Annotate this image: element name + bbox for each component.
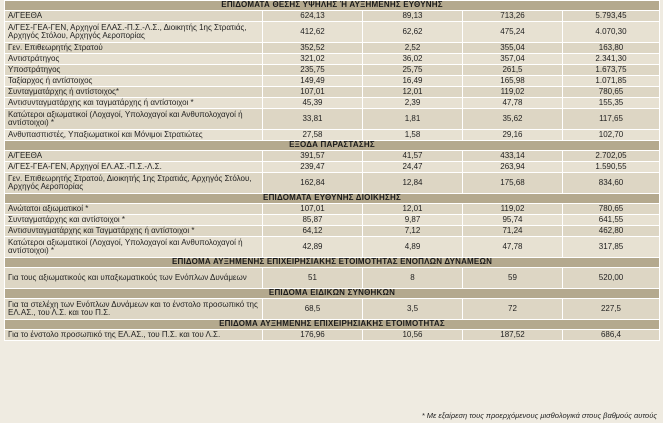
value-cell: 1.590,55 (563, 162, 660, 173)
table-row (5, 130, 660, 141)
row-label: Α/ΓΕΕΘΑ (5, 151, 263, 162)
value-cell: 41,57 (363, 151, 463, 162)
value-cell: 25,75 (363, 65, 463, 76)
section-header-row (5, 1, 660, 11)
section-header-row (5, 194, 660, 204)
section-header-row (5, 289, 660, 299)
value-cell: 33,81 (263, 109, 363, 130)
allowances-table-body (5, 1, 660, 341)
value-cell: 321,02 (263, 54, 363, 65)
value-cell: 10,56 (363, 330, 463, 341)
value-cell: 1.071,85 (563, 76, 660, 87)
value-cell: 1,81 (363, 109, 463, 130)
value-cell: 7,12 (363, 226, 463, 237)
section-title: ΕΠΙΔΟΜΑΤΑ ΘΕΣΗΣ ΥΨΗΛΗΣ Ή ΑΥΞΗΜΕΝΗΣ ΕΥΘΥΝΗΣ (5, 1, 660, 11)
value-cell: 834,60 (563, 173, 660, 194)
value-cell: 89,13 (363, 11, 463, 22)
section-title: ΕΞΟΔΑ ΠΑΡΑΣΤΑΣΗΣ (5, 141, 660, 151)
row-label: Για τους αξιωματικούς και υπαξιωματικούς των Ενόπλων Δυνάμεων (5, 268, 263, 289)
row-label: Συνταγματάρχης και αντίστοιχοι * (5, 215, 263, 226)
value-cell: 263,94 (463, 162, 563, 173)
value-cell: 119,02 (463, 87, 563, 98)
table-row (5, 11, 660, 22)
section-title: ΕΠΙΔΟΜΑΤΑ ΕΥΘΥΝΗΣ ΔΙΟΙΚΗΣΗΣ (5, 194, 660, 204)
row-label: Α/ΓΕΕΘΑ (5, 11, 263, 22)
table-row (5, 43, 660, 54)
table-row (5, 226, 660, 237)
value-cell: 317,85 (563, 237, 660, 258)
value-cell: 51 (263, 268, 363, 289)
footnote: * Με εξαίρεση τους προερχόμενους μισθολογικά στους βαθμούς αυτούς (421, 411, 657, 420)
value-cell: 2,52 (363, 43, 463, 54)
value-cell: 95,74 (463, 215, 563, 226)
value-cell: 352,52 (263, 43, 363, 54)
value-cell: 102,70 (563, 130, 660, 141)
value-cell: 62,62 (363, 22, 463, 43)
section-title: ΕΠΙΔΟΜΑ ΑΥΞΗΜΕΝΗΣ ΕΠΙΧΕΙΡΗΣΙΑΚΗΣ ΕΤΟΙΜΟΤΗΤΑΣ ΕΝΟΠΛΩΝ ΔΥΝΑΜΕΩΝ (5, 258, 660, 268)
value-cell: 261,5 (463, 65, 563, 76)
value-cell: 3,5 (363, 299, 463, 320)
section-title: ΕΠΙΔΟΜΑ ΕΙΔΙΚΩΝ ΣΥΝΘΗΚΩΝ (5, 289, 660, 299)
value-cell: 165,98 (463, 76, 563, 87)
row-label: Για το ένστολο προσωπικό της ΕΛ.ΑΣ., του Π.Σ. και του Λ.Σ. (5, 330, 263, 341)
value-cell: 155,35 (563, 98, 660, 109)
value-cell: 29,16 (463, 130, 563, 141)
table-row (5, 65, 660, 76)
value-cell: 2.702,05 (563, 151, 660, 162)
value-cell: 4.070,30 (563, 22, 660, 43)
table-row (5, 299, 660, 320)
table-row (5, 151, 660, 162)
value-cell: 176,96 (263, 330, 363, 341)
value-cell: 12,84 (363, 173, 463, 194)
value-cell: 235,75 (263, 65, 363, 76)
value-cell: 475,24 (463, 22, 563, 43)
row-label: Κατώτεροι αξιωματικοί (Λοχαγοί, Υπολοχαγοί και Ανθυπολοχαγοί ή αντίστοιχοι) * (5, 109, 263, 130)
value-cell: 4,89 (363, 237, 463, 258)
value-cell: 71,24 (463, 226, 563, 237)
value-cell: 357,04 (463, 54, 563, 65)
row-label: Αντισυνταγματάρχης και ταγματάρχης ή αντίστοιχοι * (5, 98, 263, 109)
value-cell: 5.793,45 (563, 11, 660, 22)
value-cell: 119,02 (463, 204, 563, 215)
value-cell: 72 (463, 299, 563, 320)
value-cell: 624,13 (263, 11, 363, 22)
value-cell: 1,58 (363, 130, 463, 141)
value-cell: 85,87 (263, 215, 363, 226)
value-cell: 227,5 (563, 299, 660, 320)
row-label: Αντισυνταγματάρχης και Ταγματάρχης ή αντίστοιχοι * (5, 226, 263, 237)
value-cell: 520,00 (563, 268, 660, 289)
row-label: Ανθυπασπιστές, Υπαξιωματικοί και Μόνιμοι Στρατιώτες (5, 130, 263, 141)
table-row (5, 268, 660, 289)
row-label: Ταξίαρχος ή αντίστοιχος (5, 76, 263, 87)
value-cell: 45,39 (263, 98, 363, 109)
table-row (5, 162, 660, 173)
value-cell: 27,58 (263, 130, 363, 141)
value-cell: 64,12 (263, 226, 363, 237)
row-label: Υποστράτηγος (5, 65, 263, 76)
table-row (5, 76, 660, 87)
value-cell: 686,4 (563, 330, 660, 341)
value-cell: 239,47 (263, 162, 363, 173)
value-cell: 24,47 (363, 162, 463, 173)
table-row (5, 237, 660, 258)
value-cell: 462,80 (563, 226, 660, 237)
value-cell: 163,80 (563, 43, 660, 54)
table-row (5, 22, 660, 43)
value-cell: 355,04 (463, 43, 563, 54)
value-cell: 780,65 (563, 204, 660, 215)
table-row (5, 98, 660, 109)
value-cell: 149,49 (263, 76, 363, 87)
value-cell: 36,02 (363, 54, 463, 65)
row-label: Αντιστράτηγος (5, 54, 263, 65)
value-cell: 107,01 (263, 87, 363, 98)
section-header-row (5, 141, 660, 151)
value-cell: 2,39 (363, 98, 463, 109)
value-cell: 2.341,30 (563, 54, 660, 65)
section-title: ΕΠΙΔΟΜΑ ΑΥΞΗΜΕΝΗΣ ΕΠΙΧΕΙΡΗΣΙΑΚΗΣ ΕΤΟΙΜΟΤΗΤΑΣ (5, 320, 660, 330)
value-cell: 107,01 (263, 204, 363, 215)
value-cell: 9,87 (363, 215, 463, 226)
value-cell: 16,49 (363, 76, 463, 87)
value-cell: 433,14 (463, 151, 563, 162)
value-cell: 713,26 (463, 11, 563, 22)
section-header-row (5, 258, 660, 268)
value-cell: 162,84 (263, 173, 363, 194)
value-cell: 35,62 (463, 109, 563, 130)
value-cell: 641,55 (563, 215, 660, 226)
value-cell: 391,57 (263, 151, 363, 162)
row-label: Κατώτεροι αξιωματικοί (Λοχαγοί, Υπολοχαγοί και Ανθυπολοχαγοί ή αντίστοιχοι) * (5, 237, 263, 258)
row-label: Ανώτατοι αξιωματικοί * (5, 204, 263, 215)
value-cell: 412,62 (263, 22, 363, 43)
table-row (5, 87, 660, 98)
table-row (5, 54, 660, 65)
value-cell: 187,52 (463, 330, 563, 341)
table-row (5, 215, 660, 226)
value-cell: 780,65 (563, 87, 660, 98)
section-header-row (5, 320, 660, 330)
value-cell: 12,01 (363, 87, 463, 98)
value-cell: 175,68 (463, 173, 563, 194)
value-cell: 42,89 (263, 237, 363, 258)
row-label: Γεν. Επιθεωρητής Στρατού (5, 43, 263, 54)
table-row (5, 204, 660, 215)
table-row (5, 109, 660, 130)
table-row (5, 330, 660, 341)
value-cell: 47,78 (463, 98, 563, 109)
value-cell: 1.673,75 (563, 65, 660, 76)
value-cell: 12,01 (363, 204, 463, 215)
allowances-table (4, 0, 660, 341)
value-cell: 8 (363, 268, 463, 289)
row-label: Για τα στελέχη των Ενόπλων Δυνάμεων και το ένστολο προσωπικό της ΕΛ.ΑΣ., του Λ.Σ. και του Π.Σ. (5, 299, 263, 320)
row-label: Γεν. Επιθεωρητής Στρατού, Διοικητής 1ης Στρατιάς, Αρχηγός Στόλου, Αρχηγός Αεροπορίας (5, 173, 263, 194)
table-row (5, 173, 660, 194)
value-cell: 47,78 (463, 237, 563, 258)
value-cell: 117,65 (563, 109, 660, 130)
row-label: Συνταγματάρχης ή αντίστοιχος* (5, 87, 263, 98)
row-label: Α/ΓΕΣ-ΓΕΑ-ΓΕΝ, Αρχηγοί ΕΛ.ΑΣ.-Π.Σ.-Λ.Σ. (5, 162, 263, 173)
row-label: Α/ΓΕΣ-ΓΕΑ-ΓΕΝ, Αρχηγοί ΕΛΑΣ.-Π.Σ.-Λ.Σ., Διοικητής 1ης Στρατιάς, Αρχηγός Στόλου, Αρχηγός Αεροπορίας (5, 22, 263, 43)
value-cell: 59 (463, 268, 563, 289)
value-cell: 68,5 (263, 299, 363, 320)
